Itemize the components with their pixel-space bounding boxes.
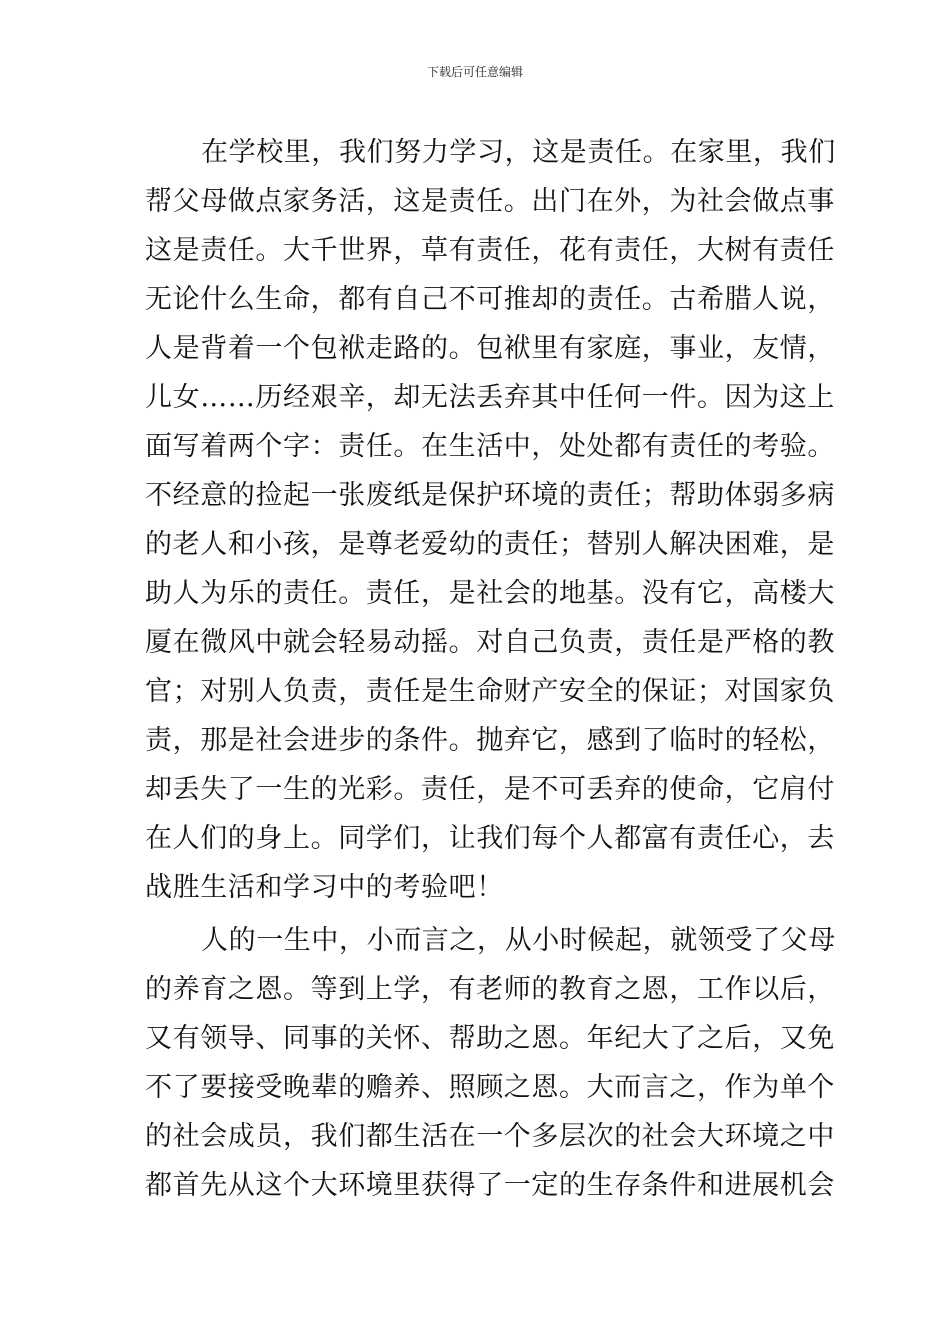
paragraph-line: 儿女……历经艰辛，却无法丢弃其中任何一件。因为这上 [145,382,835,413]
paragraph-line: 的老人和小孩，是尊老爱幼的责任；替别人解决困难，是 [145,529,835,560]
paragraph-line: 的社会成员，我们都生活在一个多层次的社会大环境之中 [145,1121,835,1152]
paragraph-line: 都首先从这个大环境里获得了一定的生存条件和进展机会 [145,1170,835,1201]
paragraph-line: 人的一生中，小而言之，从小时候起，就领受了父母 [201,925,836,956]
paragraph-responsibility [145,128,836,912]
paragraph-line: 在学校里，我们努力学习，这是责任。在家里，我们 [201,137,836,168]
page-header: 下载后可任意编辑 [426,65,523,79]
paragraph-line: 面写着两个字：责任。在生活中，处处都有责任的考验。 [145,431,835,462]
paragraph-line: 厦在微风中就会轻易动摇。对自己负责，责任是严格的教 [145,627,835,658]
paragraph-line: 不经意的捡起一张废纸是保护环境的责任；帮助体弱多病 [145,480,835,511]
paragraph-line: 助人为乐的责任。责任，是社会的地基。没有它，高楼大 [145,578,835,609]
paragraph-line: 人是背着一个包袱走路的。包袱里有家庭，事业，友情， [145,333,835,364]
paragraph-line: 帮父母做点家务活，这是责任。出门在外，为社会做点事 [145,186,835,217]
paragraph-line: 的养育之恩。等到上学，有老师的教育之恩，工作以后， [145,974,835,1005]
paragraph-line: 责，那是社会进步的条件。抛弃它，感到了临时的轻松， [145,725,835,756]
paragraph-line: 官；对别人负责，责任是生命财产安全的保证；对国家负 [145,676,835,707]
paragraph-line: 却丢失了一生的光彩。责任，是不可丢弃的使命，它肩付 [145,774,835,805]
paragraph-gratitude [145,916,836,1210]
paragraph-line: 在人们的身上。同学们，让我们每个人都富有责任心，去 [145,823,835,854]
paragraph-line: 这是责任。大千世界，草有责任，花有责任，大树有责任 [145,235,835,266]
paragraph-line: 无论什么生命，都有自己不可推却的责任。古希腊人说， [145,284,835,315]
document-body [145,128,836,1210]
paragraph-line: 战胜生活和学习中的考验吧！ [145,872,504,903]
paragraph-line: 不了要接受晚辈的赡养、照顾之恩。大而言之，作为单个 [145,1072,835,1103]
paragraph-line: 又有领导、同事的关怀、帮助之恩。年纪大了之后，又免 [145,1023,835,1054]
